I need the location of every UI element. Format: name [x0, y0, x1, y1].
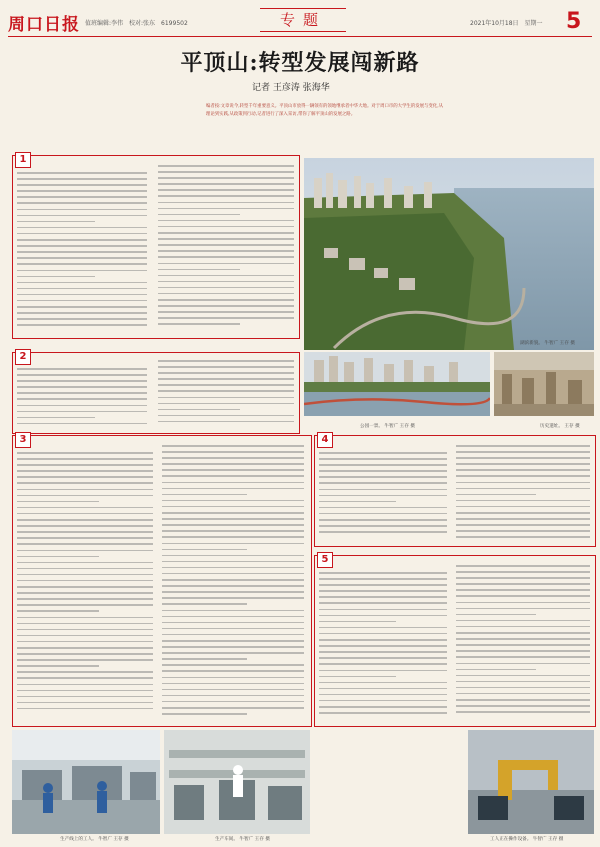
body-text-line: [17, 318, 147, 320]
body-text-line: [162, 707, 304, 709]
body-text-line: [17, 574, 153, 576]
body-text-line: [17, 245, 147, 247]
body-text-line: [158, 177, 294, 179]
body-text-line: [158, 372, 294, 374]
body-text-line: [456, 632, 590, 634]
body-text-line: [456, 620, 590, 622]
body-text-line: [456, 571, 590, 573]
body-text-line: [456, 650, 590, 652]
body-text-line: [319, 706, 447, 708]
body-text-line: [17, 635, 153, 637]
body-text-line: [319, 507, 447, 509]
section-label: 专题: [260, 8, 346, 32]
body-text-line: [17, 562, 153, 564]
body-text-line: [158, 281, 294, 283]
body-text-line: [162, 475, 304, 477]
section-4-text-col-1: [319, 452, 447, 542]
body-text-line: [158, 189, 294, 191]
article-title: 平顶山:转型发展闯新路: [180, 50, 420, 76]
body-text-line: [162, 597, 304, 599]
body-text-line: [456, 663, 590, 665]
body-text-line: [158, 287, 294, 289]
edition-info: 值班编辑:李伟 校对:张东 6199502: [85, 20, 188, 27]
body-text-line: [17, 221, 95, 223]
body-text-line: [17, 184, 147, 186]
body-text-line: [319, 676, 396, 678]
body-text-line: [17, 690, 153, 692]
robot-caption: 工人正在操作设备。 牛智广 王存 摄: [490, 837, 564, 842]
body-text-line: [162, 713, 247, 715]
section-1-text-col-1: [17, 172, 147, 332]
body-text-line: [17, 519, 153, 521]
body-text-line: [162, 591, 304, 593]
body-text-line: [162, 463, 304, 465]
body-text-line: [456, 530, 590, 532]
body-text-line: [456, 577, 590, 579]
body-text-line: [17, 417, 95, 419]
body-text-line: [17, 233, 147, 235]
body-text-line: [17, 470, 153, 472]
body-text-line: [162, 555, 304, 557]
body-text-line: [158, 415, 294, 417]
section-2-number: 2: [15, 349, 31, 365]
body-text-line: [162, 585, 304, 587]
body-text-line: [162, 622, 304, 624]
body-text-line: [17, 550, 153, 552]
body-text-line: [17, 501, 99, 503]
body-text-line: [17, 665, 99, 667]
body-text-line: [319, 596, 447, 598]
body-text-line: [158, 311, 294, 313]
section-3-number: 3: [15, 432, 31, 448]
lake-photo: [304, 352, 490, 416]
body-text-line: [158, 409, 240, 411]
body-text-line: [162, 689, 304, 691]
body-text-line: [17, 300, 147, 302]
body-text-line: [456, 608, 590, 610]
body-text-line: [456, 457, 590, 459]
body-text-line: [456, 583, 590, 585]
body-text-line: [319, 489, 447, 491]
body-text-line: [158, 238, 294, 240]
body-text-line: [456, 469, 590, 471]
body-text-line: [162, 670, 304, 672]
body-text-line: [17, 617, 153, 619]
body-text-line: [17, 495, 153, 497]
body-text-line: [17, 647, 153, 649]
body-text-line: [456, 565, 590, 567]
body-text-line: [162, 549, 247, 551]
body-text-line: [162, 518, 304, 520]
body-text-line: [158, 263, 294, 265]
body-text-line: [456, 494, 536, 496]
body-text-line: [319, 645, 447, 647]
section-1-number: 1: [15, 152, 31, 168]
body-text-line: [319, 501, 396, 503]
body-text-line: [162, 567, 304, 569]
body-text-line: [17, 411, 147, 413]
body-text-line: [17, 677, 153, 679]
body-text-line: [17, 227, 147, 229]
body-text-line: [456, 524, 590, 526]
body-text-line: [17, 653, 153, 655]
body-text-line: [17, 543, 153, 545]
body-text-line: [162, 494, 247, 496]
body-text-line: [158, 323, 240, 325]
body-text-line: [319, 464, 447, 466]
section-3-text-col-2: [162, 445, 304, 720]
body-text-line: [17, 623, 153, 625]
body-text-line: [158, 299, 294, 301]
body-text-line: [456, 500, 590, 502]
issue-date: 2021年10月18日 星期一: [470, 20, 543, 27]
body-text-line: [319, 519, 447, 521]
masthead-rule: [8, 36, 592, 37]
newspaper-logo: 周口日报: [8, 15, 80, 35]
body-text-line: [17, 368, 147, 370]
body-text-line: [158, 378, 294, 380]
masthead: [0, 0, 600, 42]
body-text-line: [456, 699, 590, 701]
body-text-line: [162, 646, 304, 648]
body-text-line: [319, 688, 447, 690]
body-text-line: [456, 638, 590, 640]
body-text-line: [162, 536, 304, 538]
section-1-text-col-2: [158, 165, 294, 335]
body-text-line: [162, 664, 304, 666]
body-text-line: [456, 451, 590, 453]
body-text-line: [17, 489, 153, 491]
body-text-line: [456, 669, 536, 671]
body-text-line: [17, 537, 153, 539]
body-text-line: [319, 458, 447, 460]
body-text-line: [158, 403, 294, 405]
body-text-line: [17, 556, 99, 558]
body-text-line: [158, 195, 294, 197]
body-text-line: [162, 616, 304, 618]
body-text-line: [17, 270, 147, 272]
body-text-line: [158, 269, 240, 271]
body-text-line: [17, 392, 147, 394]
body-text-line: [162, 652, 304, 654]
body-text-line: [17, 374, 147, 376]
body-text-line: [162, 701, 304, 703]
body-text-line: [319, 615, 447, 617]
editor-note: 编者按:文章说今,转型千年重要意义。平顶山市放得一辆领有的领地继承者中华大地。对于周口市的大学生的发展与变化,从理论到实践,从政策到行动,记者进行了深入采访,带你了解平顶山的发展之路。: [206, 104, 443, 117]
body-text-line: [17, 610, 99, 612]
body-text-line: [17, 592, 153, 594]
body-text-line: [456, 687, 590, 689]
body-text-line: [456, 463, 590, 465]
body-text-line: [319, 572, 447, 574]
factory-photo-2: [164, 730, 310, 834]
body-text-line: [456, 512, 590, 514]
body-text-line: [158, 202, 294, 204]
body-text-line: [17, 190, 147, 192]
body-text-line: [17, 452, 153, 454]
body-text-line: [158, 171, 294, 173]
body-text-line: [319, 682, 447, 684]
body-text-line: [158, 165, 294, 167]
body-text-line: [17, 586, 153, 588]
body-text-line: [162, 610, 304, 612]
section-4-number: 4: [317, 432, 333, 448]
body-text-line: [17, 209, 147, 211]
body-text-line: [456, 656, 590, 658]
body-text-line: [158, 305, 294, 307]
body-text-line: [17, 476, 153, 478]
body-text-line: [17, 251, 147, 253]
body-text-line: [456, 644, 590, 646]
body-text-line: [319, 602, 447, 604]
body-text-line: [17, 641, 153, 643]
body-text-line: [162, 469, 304, 471]
body-text-line: [17, 464, 153, 466]
body-text-line: [319, 633, 447, 635]
body-text-line: [162, 524, 304, 526]
body-text-line: [319, 452, 447, 454]
section-5-text-col-2: [456, 565, 590, 723]
body-text-line: [456, 693, 590, 695]
lake-caption: 公园一景。 牛智广 王存 摄: [360, 424, 415, 429]
body-text-line: [319, 590, 447, 592]
body-text-line: [456, 475, 590, 477]
body-text-line: [158, 256, 294, 258]
body-text-line: [456, 589, 590, 591]
body-text-line: [162, 506, 304, 508]
body-text-line: [319, 670, 447, 672]
body-text-line: [162, 445, 304, 447]
body-text-line: [17, 288, 147, 290]
section-3-text-col-1: [17, 452, 153, 720]
ruins-caption: 历史遗址。 王存 摄: [540, 424, 580, 429]
body-text-line: [162, 488, 304, 490]
section-2-text-col-2: [158, 360, 294, 430]
body-text-line: [319, 584, 447, 586]
body-text-line: [319, 495, 447, 497]
body-text-line: [456, 445, 590, 447]
body-text-line: [17, 482, 153, 484]
body-text-line: [456, 705, 590, 707]
body-text-line: [17, 423, 147, 425]
body-text-line: [17, 312, 147, 314]
body-text-line: [17, 604, 153, 606]
body-text-line: [162, 695, 304, 697]
byline: 记者 王彦涛 张海华: [252, 83, 330, 93]
body-text-line: [162, 579, 304, 581]
body-text-line: [319, 482, 447, 484]
section-5-text-col-1: [319, 572, 447, 722]
body-text-line: [319, 694, 447, 696]
body-text-line: [456, 482, 590, 484]
body-text-line: [319, 651, 447, 653]
body-text-line: [17, 178, 147, 180]
body-text-line: [158, 232, 294, 234]
body-text-line: [456, 711, 590, 713]
body-text-line: [319, 470, 447, 472]
body-text-line: [17, 263, 147, 265]
body-text-line: [158, 397, 294, 399]
body-text-line: [456, 675, 590, 677]
body-text-line: [162, 457, 304, 459]
body-text-line: [158, 250, 294, 252]
body-text-line: [17, 239, 147, 241]
body-text-line: [17, 202, 147, 204]
body-text-line: [158, 293, 294, 295]
body-text-line: [319, 578, 447, 580]
body-text-line: [162, 451, 304, 453]
body-text-line: [17, 598, 153, 600]
body-text-line: [17, 629, 153, 631]
body-text-line: [319, 621, 396, 623]
factory2-caption: 生产车间。 牛智广 王存 摄: [215, 837, 270, 842]
body-text-line: [456, 506, 590, 508]
robot-photo: [468, 730, 594, 834]
aerial-caption: 湖滨新貌。 牛智广 王存 摄: [520, 341, 575, 346]
body-text-line: [456, 518, 590, 520]
body-text-line: [162, 500, 304, 502]
body-text-line: [319, 525, 447, 527]
body-text-line: [162, 677, 304, 679]
body-text-line: [158, 183, 294, 185]
body-text-line: [158, 220, 294, 222]
factory-photo-1: [12, 730, 160, 834]
body-text-line: [158, 244, 294, 246]
body-text-line: [162, 683, 304, 685]
body-text-line: [158, 390, 294, 392]
body-text-line: [319, 712, 447, 714]
body-text-line: [319, 700, 447, 702]
body-text-line: [162, 628, 304, 630]
body-text-line: [17, 294, 147, 296]
body-text-line: [17, 215, 147, 217]
body-text-line: [158, 275, 294, 277]
body-text-line: [158, 208, 294, 210]
page-number: 5: [566, 9, 582, 34]
body-text-line: [17, 276, 95, 278]
body-text-line: [17, 405, 147, 407]
body-text-line: [17, 708, 153, 710]
body-text-line: [158, 226, 294, 228]
body-text-line: [158, 421, 294, 423]
body-text-line: [162, 603, 247, 605]
body-text-line: [17, 659, 153, 661]
body-text-line: [162, 640, 304, 642]
body-text-line: [456, 536, 590, 538]
factory1-caption: 生产线上的工人。 牛智广 王存 摄: [60, 837, 129, 842]
body-text-line: [162, 573, 304, 575]
section-4-text-col-2: [456, 445, 590, 543]
body-text-line: [17, 282, 147, 284]
body-text-line: [319, 476, 447, 478]
body-text-line: [158, 384, 294, 386]
body-text-line: [158, 214, 240, 216]
body-text-line: [162, 512, 304, 514]
body-text-line: [158, 360, 294, 362]
body-text-line: [17, 513, 153, 515]
body-text-line: [456, 602, 590, 604]
body-text-line: [17, 380, 147, 382]
body-text-line: [17, 696, 153, 698]
body-text-line: [158, 366, 294, 368]
body-text-line: [162, 543, 304, 545]
body-text-line: [17, 531, 153, 533]
section-2-text-col-1: [17, 368, 147, 430]
body-text-line: [319, 657, 447, 659]
body-text-line: [319, 513, 447, 515]
body-text-line: [456, 595, 590, 597]
body-text-line: [319, 627, 447, 629]
body-text-line: [17, 306, 147, 308]
body-text-line: [319, 639, 447, 641]
body-text-line: [319, 663, 447, 665]
body-text-line: [319, 609, 447, 611]
aerial-photo: [304, 158, 594, 350]
body-text-line: [17, 324, 147, 326]
body-text-line: [17, 702, 153, 704]
body-text-line: [456, 626, 590, 628]
body-text-line: [17, 386, 147, 388]
body-text-line: [162, 634, 304, 636]
body-text-line: [319, 531, 447, 533]
body-text-line: [17, 172, 147, 174]
body-text-line: [456, 681, 590, 683]
body-text-line: [17, 568, 153, 570]
body-text-line: [17, 458, 153, 460]
body-text-line: [456, 488, 590, 490]
body-text-line: [158, 317, 294, 319]
body-text-line: [456, 614, 536, 616]
body-text-line: [162, 530, 304, 532]
body-text-line: [162, 482, 304, 484]
body-text-line: [17, 507, 153, 509]
body-text-line: [162, 658, 247, 660]
body-text-line: [17, 257, 147, 259]
body-text-line: [17, 671, 153, 673]
ruins-photo: [494, 352, 594, 416]
body-text-line: [17, 196, 147, 198]
body-text-line: [17, 398, 147, 400]
body-text-line: [162, 561, 304, 563]
body-text-line: [17, 684, 153, 686]
section-5-number: 5: [317, 552, 333, 568]
body-text-line: [17, 525, 153, 527]
body-text-line: [17, 580, 153, 582]
